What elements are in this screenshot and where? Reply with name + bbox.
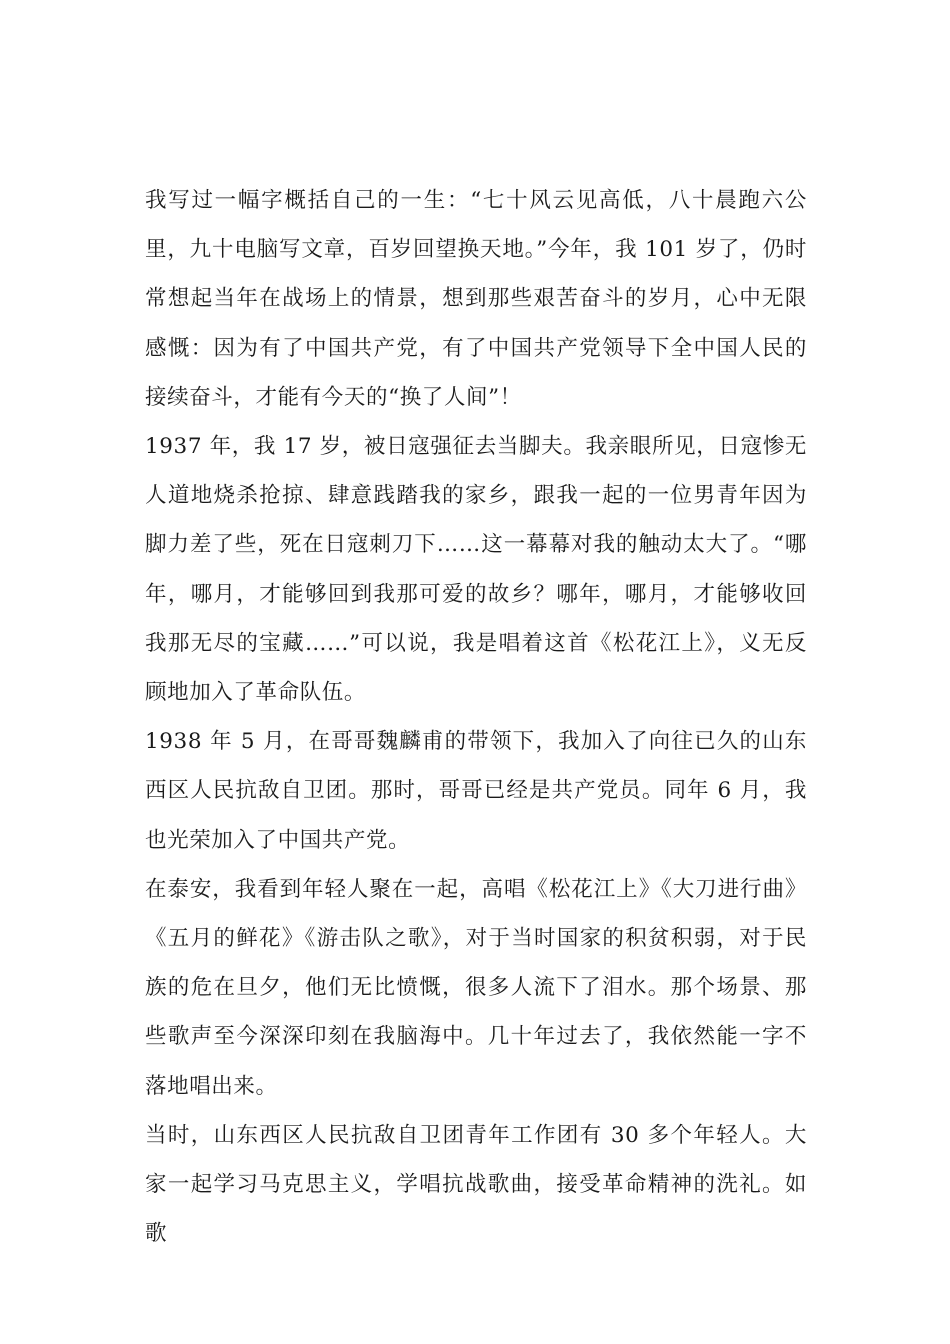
paragraph-1: 我写过一幅字概括自己的一生：“七十风云见高低，八十晨跑六公里，九十电脑写文章，百岁回望换天地。”今年，我 101 岁了，仍时常想起当年在战场上的情景，想到那些艰苦奋斗的岁月，心中无限感慨：因为有了中国共产党，有了中国共产党领导下全中国人民的接续奋斗，才能有今天的“换了人间”！ xyxy=(145,188,807,410)
paragraph-4: 在泰安，我看到年轻人聚在一起，高唱《松花江上》《大刀进行曲》《五月的鲜花》《游击队之歌》，对于当时国家的积贫积弱，对于民族的危在旦夕，他们无比愤慨，很多人流下了泪水。那个场景、那些歌声至今深深印刻在我脑海中。几十年过去了，我依然能一字不落地唱出来。 xyxy=(145,876,807,1099)
paragraph-5: 当时，山东西区人民抗敌自卫团青年工作团有 30 多个年轻人。大家一起学习马克思主义，学唱抗战歌曲，接受革命精神的洗礼。如歌 xyxy=(145,1122,807,1247)
paragraph-2: 1937 年，我 17 岁，被日寇强征去当脚夫。我亲眼所见，日寇惨无人道地烧杀抢掠、肆意践踏我的家乡，跟我一起的一位男青年因为脚力差了些，死在日寇刺刀下……这一幕幕对我的触动太大了。“哪年，哪月，才能够回到我那可爱的故乡？哪年，哪月，才能够收回我那无尽的宝藏……”可以说，我是唱着这首《松花江上》，义无反顾地加入了革命队伍。 xyxy=(145,434,807,706)
paragraph-3: 1938 年 5 月，在哥哥魏麟甫的带领下，我加入了向往已久的山东西区人民抗敌自卫团。那时，哥哥已经是共产党员。同年 6 月，我也光荣加入了中国共产党。 xyxy=(145,729,807,853)
article-body xyxy=(145,176,807,1258)
